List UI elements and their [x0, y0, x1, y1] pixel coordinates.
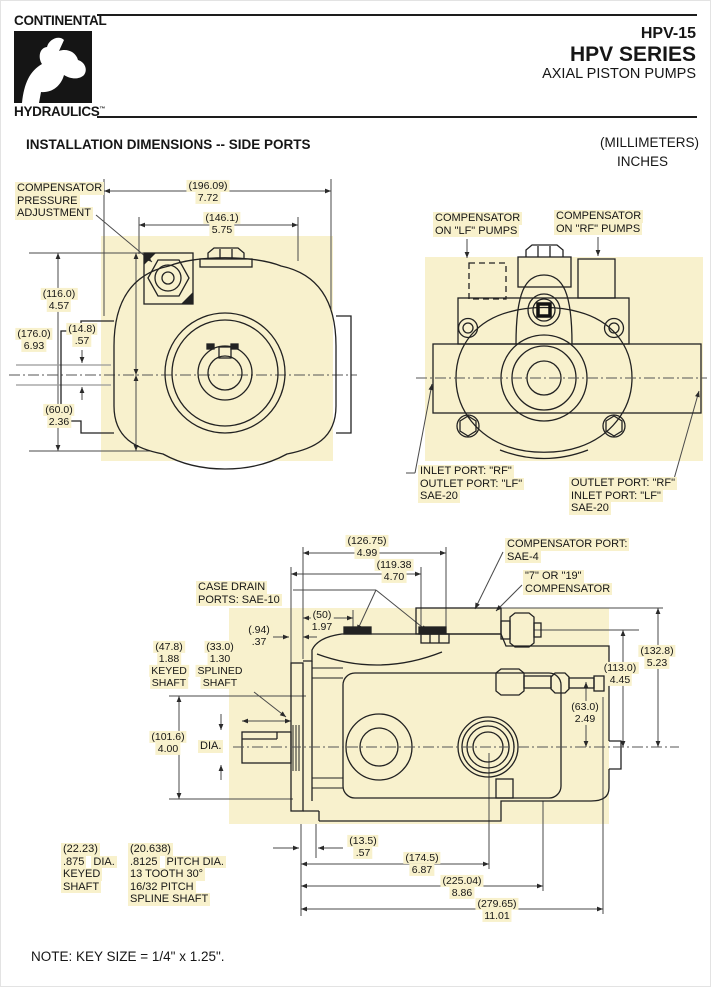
dim-side-135: (13.5) .57	[349, 834, 377, 859]
brand-name-top: CONTINENTAL	[14, 13, 107, 28]
trademark-symbol: ™	[99, 106, 106, 113]
header-rule-top	[97, 14, 697, 16]
label-dia: DIA.	[200, 740, 222, 752]
rhino-logo-icon	[14, 31, 92, 103]
dim-side-50: (50) 1.97	[311, 608, 333, 633]
label-ports-left: INLET PORT: "RF" OUTLET PORT: "LF" SAE-20	[420, 465, 523, 503]
units-millimeters: (MILLIMETERS)	[599, 135, 699, 150]
dim-side-12675: (126.75) 4.99	[347, 534, 387, 559]
dim-side-27965: (279.65) 11.01	[477, 897, 517, 922]
dim-front-overall-width: (196.09) 7.72	[188, 179, 228, 204]
page-titles	[542, 25, 696, 83]
model-title: HPV-15	[640, 25, 696, 42]
dim-side-630: (63.0) 2.49	[571, 700, 599, 725]
dim-side-1745: (174.5) 6.87	[405, 851, 439, 876]
label-compensator-port: COMPENSATOR PORT: SAE-4	[507, 538, 628, 563]
label-ports-right: OUTLET PORT: "RF" INLET PORT: "LF" SAE-20	[571, 477, 675, 515]
dim-front-lower-height: (60.0) 2.36	[45, 403, 73, 428]
product-title: AXIAL PISTON PUMPS	[542, 66, 696, 83]
dim-front-upper-height: (116.0) 4.57	[42, 287, 76, 312]
dim-side-094: (.94) .37	[248, 623, 270, 648]
label-compensator-rf-pumps: COMPENSATOR ON "RF" PUMPS	[556, 210, 642, 235]
units-inches: INCHES	[616, 154, 668, 169]
label-spline-shaft-pitch-diameter: (20.638) .8125 PITCH DIA. 13 TOOTH 30° 16/32 PITCH SPLINE SHAFT	[130, 843, 224, 906]
label-7-or-19-compensator: "7" OR "19" COMPENSATOR	[525, 570, 611, 595]
dim-front-key-offset: (14.8) .57	[68, 322, 96, 347]
key-size-note: NOTE: KEY SIZE = 1/4" x 1.25".	[31, 949, 225, 964]
label-keyed-shaft-diameter: (22.23) .875 DIA. KEYED SHAFT	[63, 843, 115, 893]
dim-side-11938: (119.38 4.70	[376, 558, 412, 583]
header-rule-bottom	[97, 116, 697, 118]
brand-name-bottom: HYDRAULICS™	[14, 104, 106, 119]
dim-splined-shaft-length: (33.0) 1.30 SPLINED SHAFT	[197, 640, 243, 690]
label-compensator-pressure-adjustment: COMPENSATOR PRESSURE ADJUSTMENT	[17, 182, 103, 220]
dim-front-inner-width: (146.1) 5.75	[205, 211, 239, 236]
series-title: HPV SERIES	[569, 42, 696, 66]
rear-view-drawing	[406, 237, 707, 486]
section-title: INSTALLATION DIMENSIONS -- SIDE PORTS	[26, 137, 311, 152]
dim-side-1130: (113.0) 4.45	[603, 661, 637, 686]
label-compensator-lf-pumps: COMPENSATOR ON "LF" PUMPS	[435, 212, 521, 237]
dim-side-1328: (132.8) 5.23	[640, 644, 674, 669]
label-case-drain-ports: CASE DRAIN PORTS: SAE-10	[198, 581, 280, 606]
dim-pilot-diameter: (101.6) 4.00	[151, 730, 185, 755]
dim-front-overall-height: (176.0) 6.93	[17, 327, 51, 352]
dim-keyed-shaft-length: (47.8) 1.88 KEYED SHAFT	[151, 640, 187, 690]
dim-side-22504: (225.04) 8.86	[442, 874, 482, 899]
